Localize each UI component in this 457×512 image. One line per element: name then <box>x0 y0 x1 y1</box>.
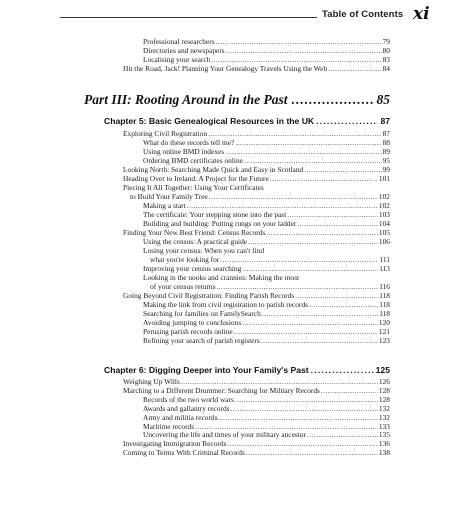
toc-entry <box>143 396 390 404</box>
toc-entry-text: Refining your search of parish registers <box>143 336 260 345</box>
toc-entry-text: of your census returns <box>150 282 216 291</box>
toc-entry-text: Perusing parish records online <box>143 327 233 336</box>
leader-dots <box>307 431 378 439</box>
header-rule <box>60 17 317 18</box>
leader-dots <box>316 116 378 126</box>
leader-dots <box>220 256 378 264</box>
toc-entry-text: What do these records tell me? <box>143 138 235 147</box>
leader-dots <box>248 238 378 246</box>
toc-entry-text: Avoiding jumping to conclusions <box>143 318 242 327</box>
leader-dots <box>226 47 382 55</box>
toc-entry-page: 106 <box>378 237 390 246</box>
toc-entry-page: 128 <box>378 385 390 395</box>
toc-entry-page: 126 <box>378 377 390 386</box>
leader-dots <box>246 449 378 457</box>
toc-entry-page: 80 <box>382 45 390 55</box>
toc-entry <box>143 414 390 422</box>
toc-entry-text: Maritime records <box>143 421 195 431</box>
toc-entry <box>123 65 390 73</box>
leader-dots <box>261 337 378 345</box>
toc-entry-text: Looking North: Searching Made Quick and Easy in Scotland <box>123 165 304 174</box>
toc-entry-text: Records of the two world wars <box>143 394 234 404</box>
toc-entry <box>143 337 390 345</box>
leader-dots <box>235 139 381 147</box>
toc-entry-text: Making the link from civil registration to parish records <box>143 300 309 309</box>
toc-entry-text: Using online BMD indexes <box>143 147 225 156</box>
toc-entry-text: Improving your census searching <box>143 264 242 273</box>
toc-entry-text: Searching for families on FamilySearch <box>143 309 261 318</box>
toc-entry-page: 133 <box>378 421 390 431</box>
toc-entry-page: 105 <box>378 228 390 237</box>
toc-entry-text: Directories and newspapers <box>143 45 225 55</box>
chapter-page: 125 <box>375 365 390 375</box>
toc-entry-page: 101 <box>378 174 390 183</box>
toc-entry-page: 95 <box>382 156 390 165</box>
toc-entry-text: Localising your search <box>143 54 211 64</box>
leader-dots <box>328 65 381 73</box>
toc-entry-page: 99 <box>382 165 390 174</box>
leader-dots <box>208 130 381 138</box>
toc-entry-text: Professional researchers <box>143 37 215 46</box>
toc-entry-page: 87 <box>382 129 390 138</box>
leader-dots <box>266 229 378 237</box>
toc-entry <box>143 56 390 64</box>
page-number: xi <box>413 4 430 24</box>
leader-dots <box>287 211 378 219</box>
toc-entry-text: Army and militia records <box>143 412 218 422</box>
toc-entry-page: 123 <box>378 336 390 345</box>
leader-dots <box>304 166 381 174</box>
toc-entry-page: 118 <box>379 300 390 309</box>
chapter-title: Chapter 5: Basic Genealogical Resources in the UK <box>104 116 315 126</box>
toc-entry-text: Coming to Terms With Criminal Records <box>123 448 245 458</box>
leader-dots <box>242 319 378 327</box>
toc-entry-text: Going Beyond Civil Registration: Finding Parish Records <box>123 291 295 300</box>
toc-entry-text: what you're looking for <box>150 255 220 264</box>
toc-entry-text: Using the census: A practical guide <box>143 237 248 246</box>
leader-dots <box>321 387 378 395</box>
toc-entry-text: Heading Over to Ireland: A Project for the Future <box>123 174 269 183</box>
toc-entry-page: 103 <box>378 210 390 219</box>
part-heading <box>84 92 390 108</box>
toc-entry-page: 135 <box>378 430 390 440</box>
toc-entry-text: Looking in the nooks and crannies: Making the most <box>143 273 300 282</box>
toc-entry-page: 138 <box>378 448 390 458</box>
leader-dots <box>227 440 377 448</box>
toc-entry-text: Ordering BMD certificates online <box>143 156 243 165</box>
leader-dots <box>297 220 378 228</box>
leader-dots <box>219 414 378 422</box>
leader-dots <box>311 365 374 375</box>
toc-entry-text: to Build Your Family Tree <box>130 192 208 201</box>
toc-entry-text: Finding Your New Best Friend: Census Records <box>123 228 266 237</box>
leader-dots <box>270 175 378 183</box>
toc-entry-text: Piecing It All Together: Using Your Certificates <box>123 183 264 192</box>
header-title: Table of Contents <box>322 9 404 20</box>
toc-entry-text: Marching to a Different Drummer: Searching for Military Records <box>123 385 320 395</box>
toc-entry-text: Exploring Civil Registration <box>123 129 208 138</box>
leader-dots <box>309 301 378 309</box>
toc-entry-page: 102 <box>378 201 390 210</box>
toc-entry-page: 118 <box>379 309 390 318</box>
toc-entry-page: 120 <box>378 318 390 327</box>
toc-entry-text: Building and building: Putting rungs on your ladder <box>143 219 297 228</box>
chapter-page: 87 <box>380 116 390 126</box>
toc-entry-page: 132 <box>378 403 390 413</box>
toc-entry-page: 118 <box>379 291 390 300</box>
leader-dots <box>231 405 378 413</box>
toc-entry-page: 113 <box>379 264 390 273</box>
leader-dots <box>211 56 381 64</box>
toc-entry-text: Hit the Road, Jack! Planning Your Genealogy Travels Using the Web <box>123 63 328 73</box>
toc-entry-page: 79 <box>382 37 390 46</box>
part-title: Part III: Rooting Around in the Past <box>84 92 288 107</box>
leader-dots <box>225 148 382 156</box>
leader-dots <box>216 38 382 46</box>
toc-entry <box>143 405 390 413</box>
chapter-6-heading <box>104 365 390 375</box>
leader-dots <box>262 310 378 318</box>
toc-entry-page: 136 <box>378 439 390 449</box>
leader-dots <box>209 193 378 201</box>
toc-entry-page: 128 <box>378 394 390 404</box>
leader-dots <box>292 92 374 108</box>
part-page: 85 <box>376 92 390 107</box>
toc-entry-page: 83 <box>382 54 390 64</box>
toc-entry-text: Weighing Up Wills <box>123 377 180 386</box>
toc-entry-page: 132 <box>378 412 390 422</box>
toc-entry-text: The certificate: Your stepping stone into the past <box>143 210 287 219</box>
toc-entry <box>123 449 390 457</box>
toc-entry-page: 121 <box>378 327 390 336</box>
toc-entry-page: 102 <box>378 192 390 201</box>
toc-entry-page: 116 <box>379 282 390 291</box>
toc-entry-text: Uncovering the life and times of your military ancestor <box>143 430 306 440</box>
toc-entry-page: 111 <box>379 255 390 264</box>
toc-entry-text: Making a start <box>143 201 186 210</box>
toc-entry-text: Investigating Immigration Records <box>123 439 227 449</box>
toc-entry-text: Awards and gallantry records <box>143 403 230 413</box>
toc-entry-page: 89 <box>382 147 390 156</box>
toc-entry-page: 88 <box>382 138 390 147</box>
toc-entry-text: Losing your census: When you can't find <box>143 246 265 255</box>
leader-dots <box>235 396 378 404</box>
toc-entry-page: 84 <box>382 63 390 73</box>
chapter-title: Chapter 6: Digging Deeper into Your Family's Past <box>104 365 309 375</box>
chapter-5-heading <box>104 116 390 126</box>
toc-entry-page: 104 <box>378 219 390 228</box>
